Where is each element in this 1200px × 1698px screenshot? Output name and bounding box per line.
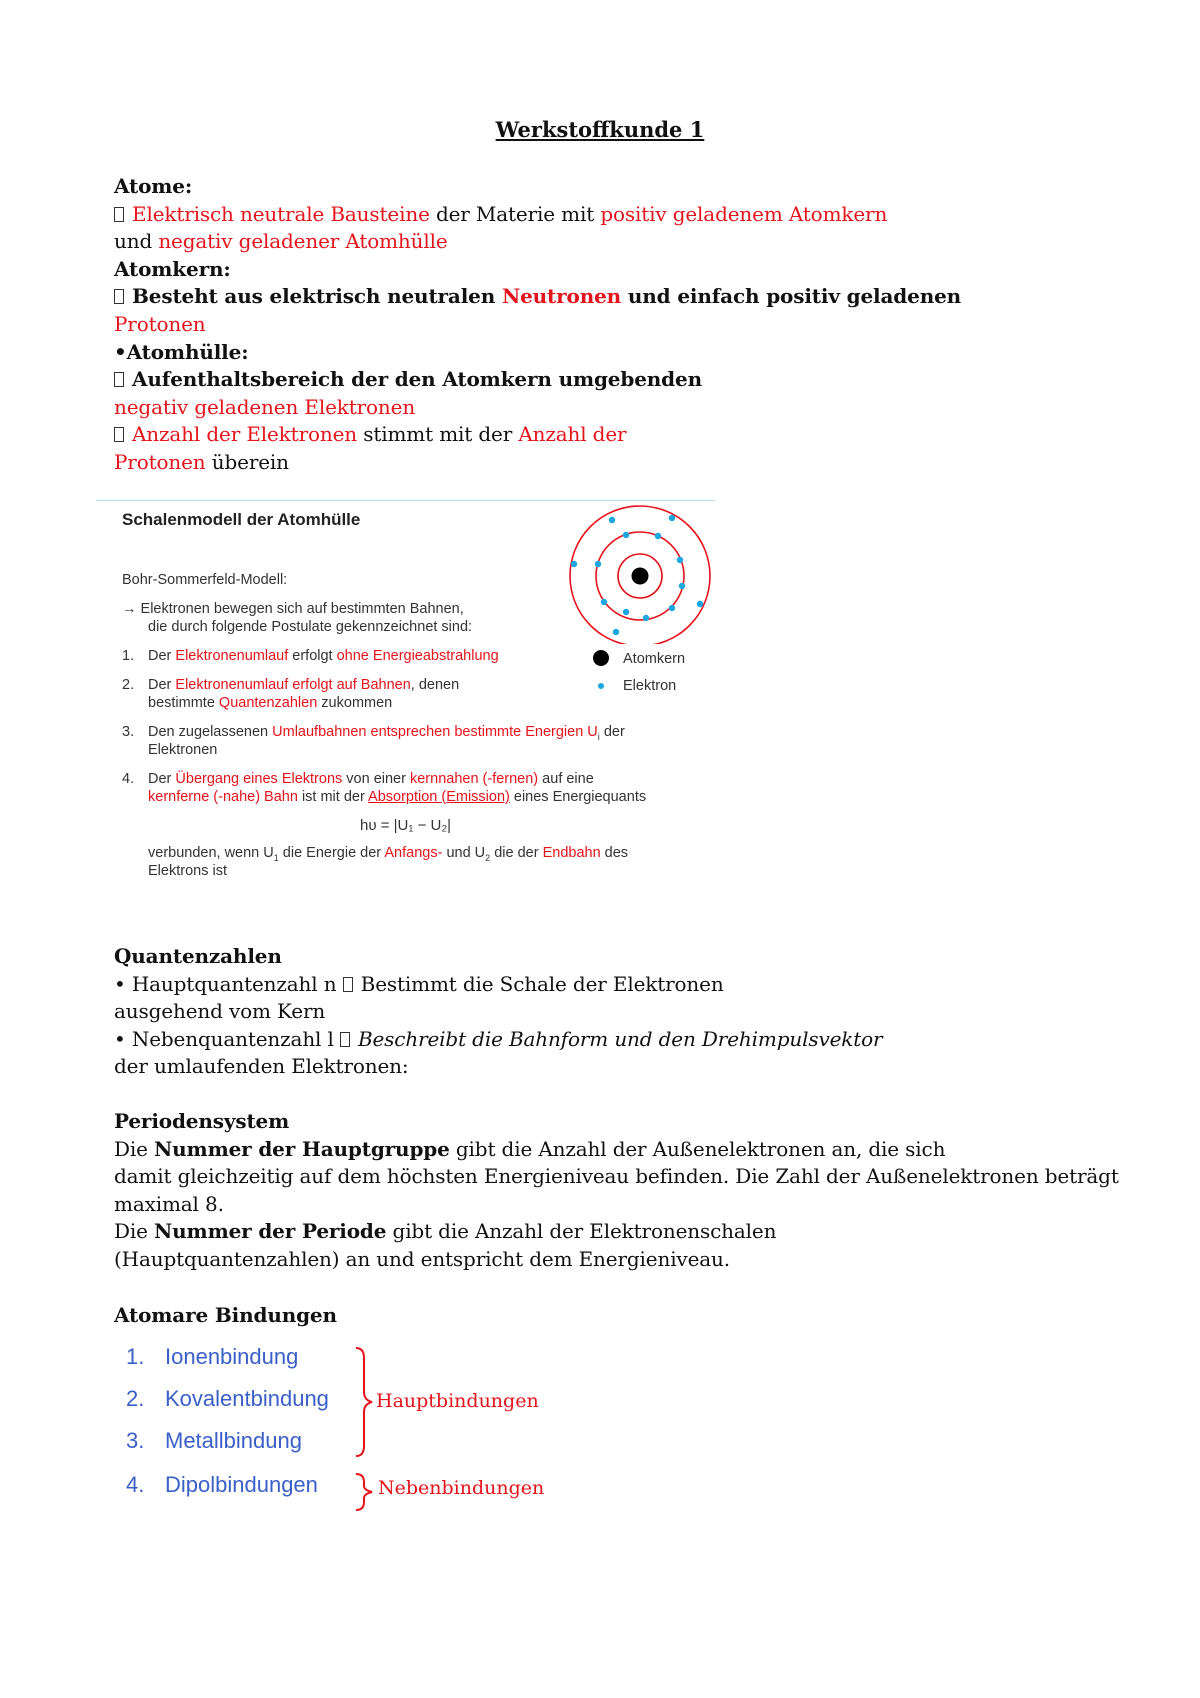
- postulate-2-line-1: [148, 677, 459, 694]
- figure-subtitle: Bohr-Sommerfeld-Modell:: [122, 572, 288, 588]
- text-red: Anzahl der Elektronen: [132, 422, 358, 447]
- bindung-2-num: 2.: [126, 1386, 145, 1411]
- atomkern-legend-icon: [593, 650, 609, 666]
- text-red: ohne Energieabstrahlung: [336, 648, 499, 664]
- bindungen-section: [114, 1302, 1114, 1330]
- text-red: Anfangs-: [384, 845, 443, 861]
- periodensystem-section: [114, 1108, 1119, 1274]
- bohr-model-figure: [96, 500, 716, 900]
- text: Besteht aus elektrisch neutralen: [132, 284, 502, 309]
- atome-heading: Atome:: [114, 174, 193, 198]
- text: zukommen: [317, 695, 393, 711]
- atomhuelle-line-2: negativ geladenen Elektronen: [114, 394, 416, 419]
- figure-top-border: [96, 500, 716, 501]
- text: • Nebenquantenzahl l: [114, 1026, 340, 1051]
- text: bestimmte: [148, 695, 219, 711]
- atomhuelle-line-4: [114, 449, 1114, 477]
- text: Die: [114, 1136, 155, 1161]
- quantenzahlen-section: [114, 943, 1114, 1081]
- page-title: Werkstoffkunde 1: [495, 117, 705, 142]
- text-red: Protonen: [114, 449, 206, 474]
- missing-glyph-icon: [114, 207, 124, 222]
- postulate-3-line-1: [148, 724, 625, 746]
- subscript: i: [597, 731, 600, 742]
- postulate-4-line-4: Elektrons ist: [148, 863, 227, 879]
- text: und: [114, 229, 159, 254]
- braces-icon: [350, 1344, 380, 1514]
- periodensystem-heading: Periodensystem: [114, 1109, 290, 1133]
- text-italic: Beschreibt die Bahnform und den Drehimpulsvektor: [357, 1026, 883, 1051]
- quantenzahlen-line-2: ausgehend vom Kern: [114, 999, 326, 1024]
- text-red: Übergang eines Elektrons: [175, 771, 343, 787]
- text-red: negativ geladener Atomhülle: [158, 229, 448, 254]
- bindung-2-label: Kovalentbindung: [165, 1386, 329, 1411]
- text: Der: [148, 677, 176, 693]
- text-red: kernnahen (-fernen): [409, 771, 539, 787]
- text: verbunden, wenn U: [148, 845, 274, 861]
- quantenzahlen-line-3: [114, 1026, 1114, 1054]
- atomhuelle-heading: •Atomhülle:: [114, 339, 249, 364]
- missing-glyph-icon: [343, 977, 353, 992]
- figure-title: Schalenmodell der Atomhülle: [122, 510, 361, 529]
- text: gibt die Anzahl der Außenelektronen an, die sich: [449, 1136, 946, 1161]
- postulate-4-line-1: [148, 771, 594, 788]
- atomhuelle-line-1: [114, 366, 1114, 394]
- text: gibt die Anzahl der Elektronenschalen: [386, 1219, 777, 1244]
- subscript: 1: [273, 852, 279, 863]
- text: der Materie mit: [429, 201, 601, 226]
- atome-line-2: [114, 228, 1114, 256]
- quantenzahlen-heading: Quantenzahlen: [114, 944, 282, 968]
- periodensystem-line-3: maximal 8.: [114, 1191, 224, 1216]
- text-red: Absorption (Emission): [368, 789, 510, 805]
- bindung-4-label: Dipolbindungen: [165, 1472, 318, 1497]
- text: , denen: [410, 677, 460, 693]
- subscript: 2: [485, 852, 491, 863]
- text-red: kernferne (-nahe) Bahn: [148, 789, 298, 805]
- text: des: [600, 845, 629, 861]
- text: • Hauptquantenzahl n: [114, 971, 343, 996]
- postulate-3-line-2: Elektronen: [148, 742, 218, 758]
- text-red: Elektronenumlauf erfolgt auf Bahnen: [175, 677, 411, 693]
- hauptbindungen-label: Hauptbindungen: [376, 1390, 539, 1412]
- text: Aufenthaltsbereich der den Atomkern umgebenden: [132, 367, 702, 392]
- missing-glyph-icon: [114, 372, 124, 387]
- text: Der: [148, 648, 176, 664]
- bindung-3-label: Metallbindung: [165, 1428, 302, 1453]
- text-red: Umlaufbahnen entsprechen bestimmte Energien U: [272, 724, 598, 740]
- postulate-2-num: 2.: [122, 677, 135, 693]
- text-bold: Nummer der Periode: [154, 1219, 387, 1244]
- missing-glyph-icon: [114, 289, 124, 304]
- bindung-3-num: 3.: [126, 1428, 145, 1453]
- postulate-1-num: 1.: [122, 648, 135, 664]
- text: eines Energiequants: [509, 789, 647, 805]
- text-red: positiv geladenem Atomkern: [600, 201, 888, 226]
- bindung-4-num: 4.: [126, 1472, 145, 1497]
- elektron-legend-icon: [598, 683, 604, 689]
- bindungen-heading: Atomare Bindungen: [114, 1303, 337, 1327]
- quantenzahlen-line-1: [114, 971, 1114, 999]
- missing-glyph-icon: [114, 427, 124, 442]
- postulate-3-num: 3.: [122, 724, 135, 740]
- atomkern-heading: Atomkern:: [114, 256, 231, 281]
- postulate-4-line-2: [148, 789, 646, 806]
- text: und U: [442, 845, 486, 861]
- atomkern-line-2: Protonen: [114, 311, 206, 336]
- periodensystem-line-5: (Hauptquantenzahlen) an und entspricht dem Energieniveau.: [114, 1246, 730, 1271]
- periodensystem-line-4: [114, 1218, 1114, 1246]
- periodensystem-line-1: [114, 1136, 1114, 1164]
- postulate-4-num: 4.: [122, 771, 135, 787]
- figure-intro-1: → Elektronen bewegen sich auf bestimmten Bahnen,: [122, 601, 464, 617]
- atom-section: [114, 173, 1114, 477]
- text: Den zugelassenen: [148, 724, 273, 740]
- text-red: Neutronen: [501, 284, 622, 309]
- text-red: Elektronenumlauf: [175, 648, 289, 664]
- text: Der: [148, 771, 176, 787]
- figure-intro-2: die durch folgende Postulate gekennzeichnet sind:: [148, 619, 473, 635]
- atomhuelle-line-3: [114, 421, 1114, 449]
- text: die Energie der: [278, 845, 385, 861]
- text-red: Quantenzahlen: [218, 695, 318, 711]
- quantenzahlen-line-4: der umlaufenden Elektronen:: [114, 1054, 409, 1079]
- atom-shell-diagram: [568, 504, 718, 644]
- text: auf eine: [538, 771, 594, 787]
- nebenbindungen-label: Nebenbindungen: [378, 1477, 545, 1499]
- legend-atomkern: Atomkern: [623, 651, 686, 667]
- postulate-2-line-2: [148, 695, 392, 712]
- text: überein: [205, 449, 289, 474]
- text: von einer: [342, 771, 410, 787]
- bindung-1-label: Ionenbindung: [165, 1344, 299, 1369]
- missing-glyph-icon: [340, 1032, 350, 1047]
- text: ist mit der: [297, 789, 369, 805]
- text-bold: Nummer der Hauptgruppe: [154, 1136, 450, 1161]
- atomkern-line-1: [114, 283, 1114, 311]
- text-red: Endbahn: [542, 845, 601, 861]
- text: und einfach positiv geladenen: [621, 284, 962, 309]
- atome-line-1: [114, 201, 1114, 229]
- text: Bestimmt die Schale der Elektronen: [360, 971, 724, 996]
- text: stimmt mit der: [357, 422, 519, 447]
- text-red: Anzahl der: [518, 422, 627, 447]
- postulate-1: [148, 648, 499, 665]
- legend-elektron: Elektron: [623, 678, 677, 694]
- periodensystem-line-2: damit gleichzeitig auf dem höchsten Energieniveau befinden. Die Zahl der Außenelektronen beträgt: [114, 1164, 1119, 1189]
- text: der: [599, 724, 625, 740]
- text: die der: [490, 845, 543, 861]
- text-red: Elektrisch neutrale Bausteine: [132, 201, 430, 226]
- text: erfolgt: [288, 648, 337, 664]
- text: Die: [114, 1219, 155, 1244]
- bindung-1-num: 1.: [126, 1344, 145, 1369]
- energy-formula: hυ = |U₁ − U₂|: [360, 817, 452, 834]
- atomkern-icon: [632, 568, 649, 585]
